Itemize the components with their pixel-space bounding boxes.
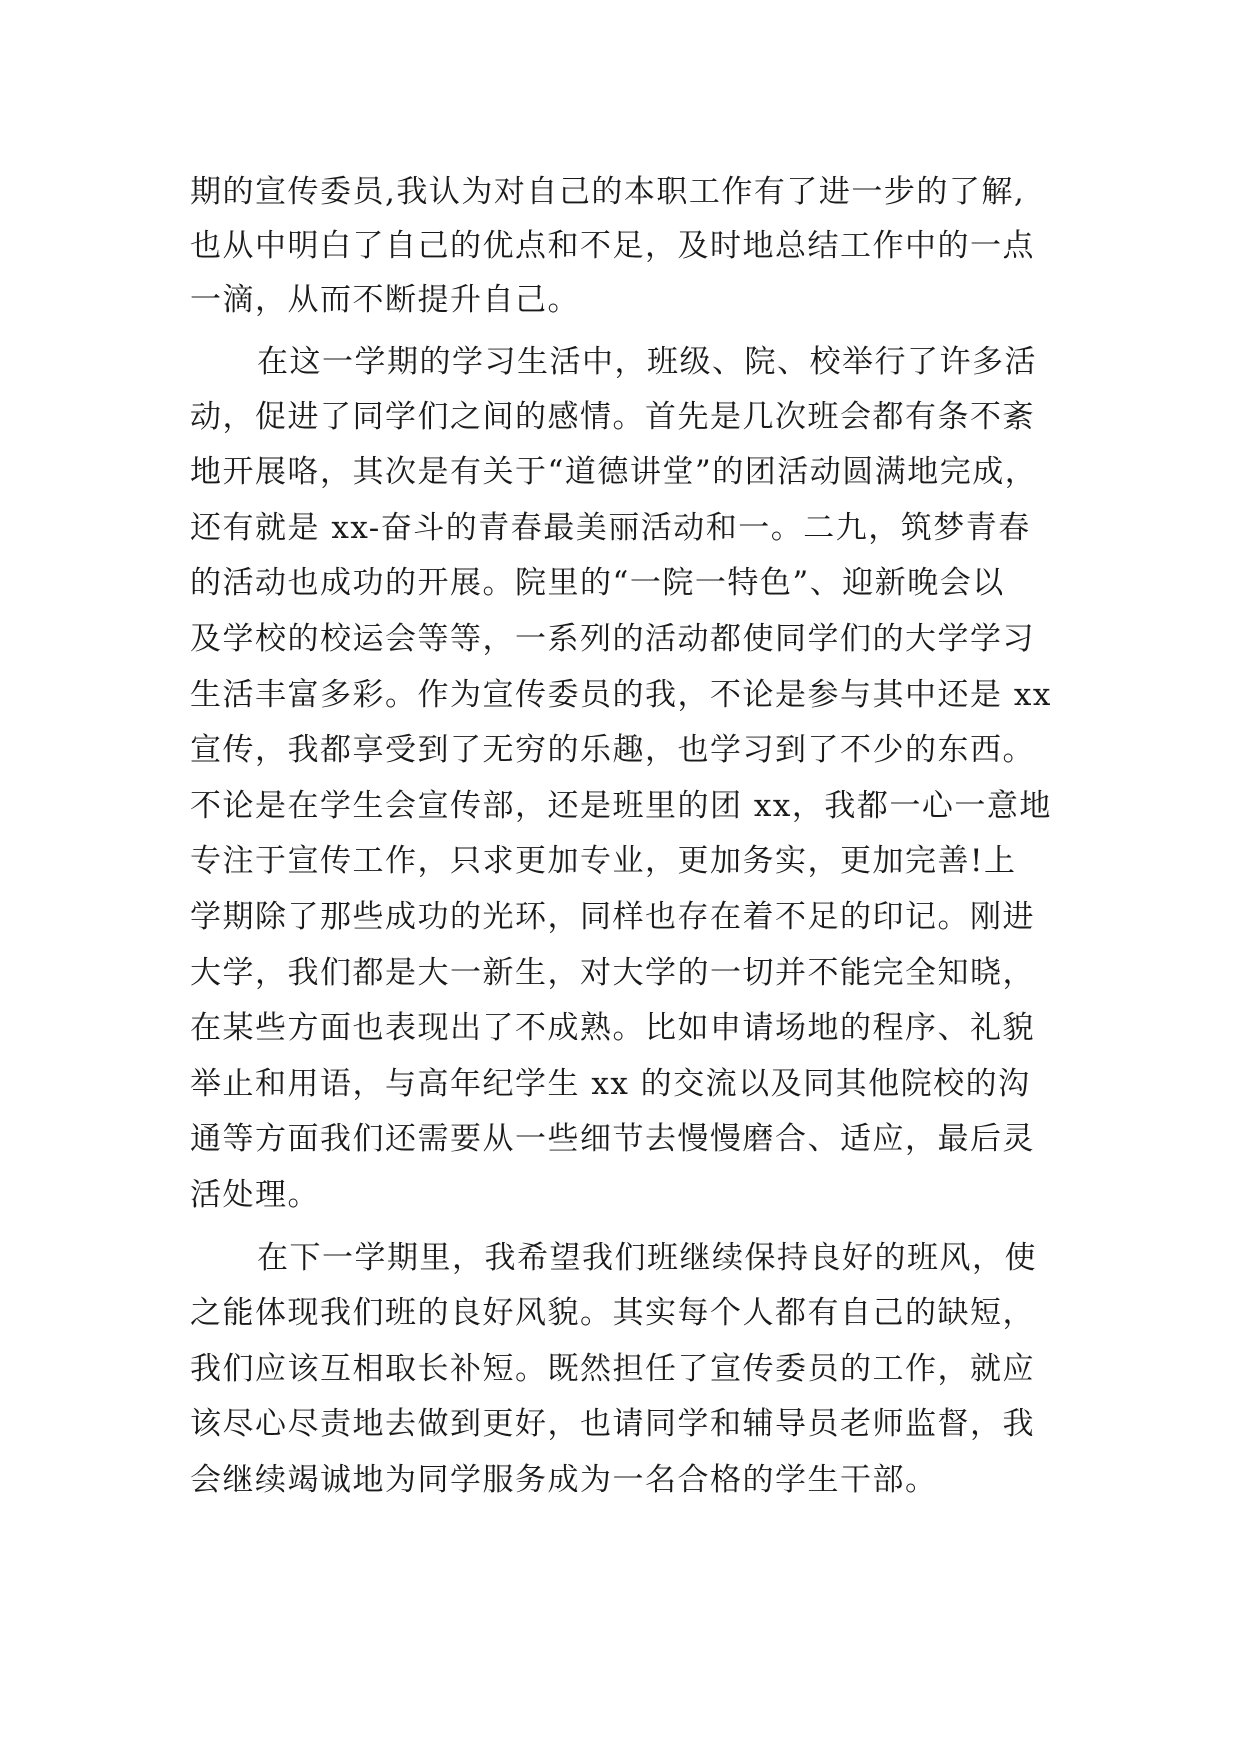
text-line: 地开展咯，其次是有关于“道德讲堂”的团活动圆满地完成，: [190, 454, 1038, 490]
paragraph-first-line: 在下一学期里，我希望我们班继续保持良好的班风，使: [257, 1240, 1037, 1276]
text-line: 一滴，从而不断提升自己。: [190, 282, 580, 318]
text-line: 该尽心尽责地去做到更好，也请同学和辅导员老师监督，我: [190, 1406, 1035, 1442]
text-line: 在某些方面也表现出了不成熟。比如申请场地的程序、礼貌: [190, 1010, 1035, 1046]
text-line: 生活丰富多彩。作为宣传委员的我，不论是参与其中还是 xx: [190, 677, 1052, 713]
text-line: 及学校的校运会等等，一系列的活动都使同学们的大学学习: [190, 621, 1035, 657]
text-line: 会继续竭诚地为同学服务成为一名合格的学生干部。: [190, 1462, 938, 1498]
text-line: 举止和用语，与高年纪学生 xx 的交流以及同其他院校的沟: [190, 1066, 1031, 1102]
text-line: 的活动也成功的开展。院里的“一院一特色”、迎新晚会以: [190, 565, 1005, 601]
text-line: 学期除了那些成功的光环，同样也存在着不足的印记。刚进: [190, 899, 1035, 935]
paragraph-first-line: 在这一学期的学习生活中，班级、院、校举行了许多活: [257, 344, 1037, 380]
text-line: 活处理。: [190, 1177, 320, 1213]
text-line: 专注于宣传工作，只求更加专业，更加务实，更加完善!上: [190, 843, 1017, 879]
text-line: 大学，我们都是大一新生，对大学的一切并不能完全知晓，: [190, 955, 1035, 991]
text-line: 不论是在学生会宣传部，还是班里的团 xx，我都一心一意地: [190, 788, 1052, 824]
text-line: 动，促进了同学们之间的感情。首先是几次班会都有条不紊: [190, 399, 1035, 435]
text-line: 宣传，我都享受到了无穷的乐趣，也学习到了不少的东西。: [190, 732, 1035, 768]
text-line: 通等方面我们还需要从一些细节去慢慢磨合、适应，最后灵: [190, 1121, 1035, 1157]
text-line: 之能体现我们班的良好风貌。其实每个人都有自己的缺短，: [190, 1295, 1035, 1331]
text-line: 也从中明白了自己的优点和不足，及时地总结工作中的一点: [190, 228, 1035, 264]
text-line: 还有就是 xx-奋斗的青春最美丽活动和一。二九，筑梦青春: [190, 510, 1031, 546]
text-line: 我们应该互相取长补短。既然担任了宣传委员的工作，就应: [190, 1351, 1035, 1387]
text-line: 期的宣传委员,我认为对自己的本职工作有了进一步的了解,: [190, 174, 1026, 210]
